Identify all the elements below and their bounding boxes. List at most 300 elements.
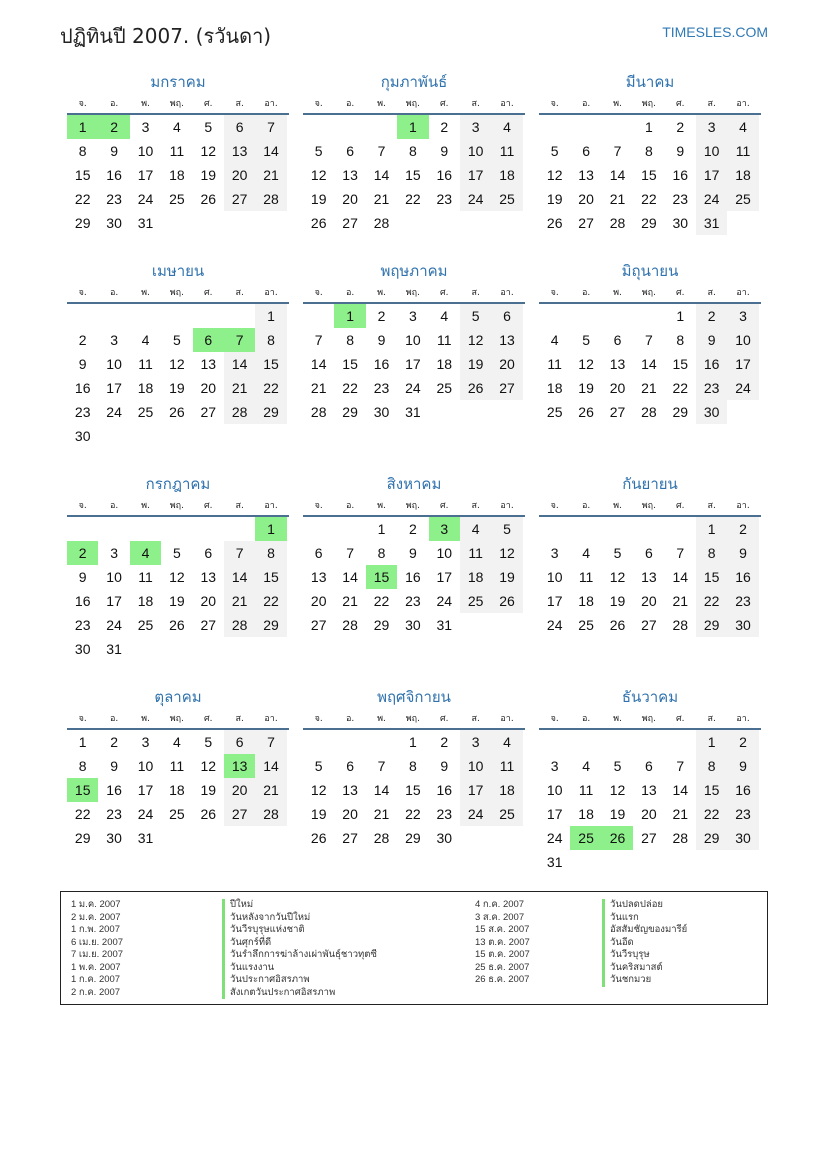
empty-day — [727, 850, 758, 874]
day-cell: 5 — [582, 332, 590, 348]
day-cell: 19 — [169, 593, 185, 609]
day-cell: 13 — [578, 167, 594, 183]
week-row — [67, 778, 289, 802]
day-cell: 27 — [578, 215, 594, 231]
day-cell: 11 — [169, 143, 185, 159]
weekday-label: จ. — [314, 288, 323, 298]
empty-day — [460, 826, 491, 850]
day-cell: 23 — [106, 191, 122, 207]
week-row — [67, 802, 289, 826]
day-cell: 9 — [78, 569, 87, 585]
day-cell: 14 — [373, 782, 390, 798]
day-cell: 22 — [255, 376, 286, 400]
day-cell: 1 — [78, 734, 87, 750]
day-cell: 28 — [224, 400, 255, 424]
day-cell: 9 — [377, 332, 386, 348]
empty-day — [98, 517, 129, 541]
day-cell: 2 — [676, 119, 685, 135]
day-cell: 25 — [546, 404, 563, 420]
day-cell: 31 — [405, 404, 421, 420]
day-cell: 14 — [672, 782, 689, 798]
holiday-date: 7 เม.ย. 2007 — [71, 949, 124, 960]
weekday-label: พฤ. — [405, 99, 420, 109]
day-cell: 18 — [137, 593, 154, 609]
day-cell: 7 — [676, 758, 685, 774]
day-cell: 26 — [169, 617, 185, 633]
weekday-header — [303, 94, 525, 115]
weekday-label: ส. — [707, 288, 716, 298]
day-cell: 20 — [578, 191, 594, 207]
month-calendar — [303, 259, 525, 424]
weekday-label: อา. — [736, 714, 750, 724]
month-title: กันยายน — [622, 475, 678, 493]
weekday-label: อ. — [109, 99, 119, 109]
week-row — [67, 187, 289, 211]
day-cell: 6 — [346, 758, 354, 774]
day-cell: 21 — [224, 376, 255, 400]
day-cell: 23 — [672, 191, 689, 207]
week-row — [303, 352, 525, 376]
day-cell: 28 — [255, 187, 286, 211]
day-cell: 16 — [672, 167, 689, 183]
empty-day — [460, 211, 491, 235]
week-row — [67, 517, 289, 541]
site-link[interactable]: TIMESLES.COM — [662, 24, 768, 40]
empty-day — [334, 730, 365, 754]
day-cell: 11 — [491, 754, 522, 778]
day-cell: 8 — [255, 541, 286, 565]
week-row — [303, 139, 525, 163]
day-cell: 20 — [200, 380, 217, 396]
day-cell: 1 — [696, 517, 727, 541]
weekday-label: ส. — [235, 99, 244, 109]
day-cell: 10 — [137, 758, 154, 774]
holiday-date: 15 ส.ค. 2007 — [475, 924, 530, 935]
weekday-label: พ. — [141, 501, 150, 511]
month-title: ตุลาคม — [154, 688, 202, 706]
day-cell: 23 — [727, 802, 758, 826]
day-cell: 13 — [224, 754, 255, 778]
day-cell: 21 — [255, 163, 286, 187]
day-cell: 17 — [546, 593, 563, 609]
weekday-header — [539, 94, 761, 115]
holiday-name: วันวีรบุรุษแห่งชาติ — [222, 924, 377, 937]
day-cell: 30 — [405, 617, 421, 633]
weekday-label: พฤ. — [169, 714, 184, 724]
day-cell: 9 — [408, 545, 417, 561]
empty-day — [161, 304, 192, 328]
holiday-date: 6 เม.ย. 2007 — [71, 936, 124, 948]
day-cell: 7 — [224, 328, 255, 352]
day-cell: 15 — [405, 782, 421, 798]
week-row — [539, 328, 761, 352]
day-cell: 2 — [727, 517, 758, 541]
day-cell: 29 — [74, 215, 91, 231]
day-cell: 8 — [676, 332, 685, 348]
week-row — [303, 826, 525, 850]
day-cell: 1 — [67, 115, 98, 139]
day-cell: 17 — [436, 569, 453, 585]
day-cell: 11 — [491, 139, 522, 163]
week-row — [539, 163, 761, 187]
empty-day — [633, 517, 664, 541]
weekday-label: อ. — [581, 99, 591, 109]
day-cell: 1 — [408, 734, 417, 750]
weekday-label: อ. — [109, 501, 119, 511]
weekday-label: พฤ. — [641, 99, 656, 109]
day-cell: 15 — [74, 167, 91, 183]
day-cell: 18 — [137, 380, 154, 396]
empty-day — [602, 115, 633, 139]
empty-day — [429, 211, 460, 235]
day-cell: 25 — [570, 826, 601, 850]
week-row — [303, 730, 525, 754]
day-cell: 18 — [727, 163, 758, 187]
empty-day — [727, 211, 758, 235]
day-cell: 17 — [546, 806, 563, 822]
empty-day — [303, 304, 334, 328]
day-cell: 31 — [546, 854, 563, 870]
day-cell: 23 — [74, 404, 91, 420]
day-cell: 18 — [546, 380, 563, 396]
empty-day — [193, 637, 224, 661]
empty-day — [665, 850, 696, 874]
day-cell: 14 — [224, 352, 255, 376]
day-cell: 16 — [436, 782, 453, 798]
day-cell: 20 — [609, 380, 626, 396]
holiday-names-col-1 — [222, 899, 377, 999]
day-cell: 30 — [106, 215, 122, 231]
week-row — [303, 613, 525, 637]
day-cell: 27 — [491, 376, 522, 400]
day-cell: 15 — [672, 356, 689, 372]
holiday-names-col-2 — [602, 899, 687, 987]
day-cell: 24 — [460, 802, 491, 826]
day-cell: 27 — [224, 802, 255, 826]
day-cell: 6 — [613, 332, 622, 348]
day-cell: 4 — [141, 332, 150, 348]
empty-day — [161, 826, 192, 850]
holiday-date: 1 ม.ค. 2007 — [71, 899, 121, 910]
day-cell: 22 — [641, 191, 657, 207]
day-cell: 21 — [342, 593, 358, 609]
day-cell: 18 — [436, 356, 453, 372]
empty-day — [67, 517, 98, 541]
day-cell: 16 — [74, 593, 91, 609]
holiday-name: วันแรงงาน — [222, 962, 377, 975]
week-row — [303, 211, 525, 235]
weekday-label: พฤ. — [405, 288, 420, 298]
day-cell: 19 — [310, 191, 327, 207]
empty-day — [255, 211, 286, 235]
day-cell: 24 — [137, 806, 154, 822]
day-cell: 14 — [310, 356, 327, 372]
day-cell: 29 — [672, 404, 689, 420]
empty-day — [665, 517, 696, 541]
month-title: กรกฎาคม — [145, 475, 211, 493]
day-cell: 13 — [641, 569, 657, 585]
week-row — [303, 517, 525, 541]
day-cell: 9 — [727, 754, 758, 778]
week-row — [67, 589, 289, 613]
weekday-label: อา. — [500, 99, 514, 109]
weekday-label: อ. — [345, 714, 355, 724]
empty-day — [130, 424, 161, 448]
day-cell: 30 — [106, 830, 122, 846]
weekday-label: พฤ. — [641, 714, 656, 724]
day-cell: 8 — [346, 332, 354, 348]
day-cell: 15 — [696, 565, 727, 589]
day-cell: 2 — [377, 308, 386, 324]
day-cell: 18 — [169, 167, 185, 183]
holiday-date: 1 พ.ค. 2007 — [71, 961, 121, 973]
day-cell: 9 — [78, 356, 87, 372]
week-row — [67, 376, 289, 400]
weekday-label: ส. — [471, 99, 480, 109]
day-cell: 20 — [224, 778, 255, 802]
holiday-name: วันรำลึกการฆ่าล้างเผ่าพันธุ์ชาวทุตซี — [222, 949, 377, 962]
weekday-label: ส. — [471, 288, 480, 298]
day-cell: 22 — [373, 593, 390, 609]
day-cell: 23 — [74, 617, 91, 633]
weekday-label: อ. — [581, 288, 591, 298]
day-cell: 1 — [255, 517, 286, 541]
day-cell: 3 — [141, 734, 150, 750]
day-cell: 25 — [169, 806, 185, 822]
weekday-header — [67, 496, 289, 517]
day-cell: 10 — [106, 569, 122, 585]
day-cell: 21 — [609, 191, 626, 207]
week-row — [303, 541, 525, 565]
day-cell: 12 — [200, 758, 217, 774]
day-cell: 4 — [550, 332, 559, 348]
weekday-label: อ. — [581, 714, 591, 724]
week-row — [67, 211, 289, 235]
empty-day — [224, 637, 255, 661]
day-cell: 25 — [169, 191, 185, 207]
day-cell: 5 — [172, 545, 181, 561]
empty-day — [224, 826, 255, 850]
day-cell: 30 — [74, 641, 91, 657]
day-cell: 13 — [609, 356, 626, 372]
day-cell: 27 — [224, 187, 255, 211]
empty-day — [255, 637, 286, 661]
day-cell: 14 — [224, 565, 255, 589]
weekday-label: จ. — [550, 288, 559, 298]
day-cell: 4 — [172, 119, 181, 135]
weekday-label: อา. — [500, 714, 514, 724]
weekday-label: พฤ. — [641, 501, 656, 511]
month-calendar — [539, 259, 761, 424]
day-cell: 10 — [727, 328, 758, 352]
month-calendar — [67, 259, 289, 448]
day-cell: 3 — [110, 545, 118, 561]
day-cell: 10 — [106, 356, 122, 372]
day-cell: 10 — [546, 782, 563, 798]
weekday-label: ส. — [235, 501, 244, 511]
day-cell: 22 — [342, 380, 358, 396]
day-cell: 8 — [408, 758, 417, 774]
week-row — [67, 352, 289, 376]
day-cell: 8 — [644, 143, 653, 159]
day-cell: 15 — [67, 778, 98, 802]
weekday-label: จ. — [78, 714, 87, 724]
weekday-header — [303, 283, 525, 304]
weekday-label: อา. — [264, 501, 278, 511]
page-title: ปฏิทินปี 2007. (รวันดา) — [60, 24, 272, 48]
day-cell: 10 — [696, 139, 727, 163]
day-cell: 22 — [74, 806, 91, 822]
day-cell: 6 — [204, 545, 213, 561]
day-cell: 26 — [602, 826, 633, 850]
day-cell: 25 — [137, 617, 154, 633]
empty-day — [366, 115, 397, 139]
day-cell: 29 — [696, 613, 727, 637]
weekday-label: อ. — [345, 288, 355, 298]
weekday-header — [303, 709, 525, 730]
day-cell: 5 — [613, 758, 622, 774]
day-cell: 13 — [200, 569, 217, 585]
day-cell: 25 — [491, 187, 522, 211]
day-cell: 6 — [644, 758, 653, 774]
day-cell: 21 — [310, 380, 327, 396]
day-cell: 3 — [727, 304, 758, 328]
week-row — [67, 115, 289, 139]
day-cell: 9 — [440, 758, 449, 774]
day-cell: 11 — [727, 139, 758, 163]
day-cell: 3 — [141, 119, 150, 135]
day-cell: 4 — [130, 541, 161, 565]
empty-day — [602, 730, 633, 754]
week-row — [539, 304, 761, 328]
day-cell: 28 — [672, 617, 689, 633]
day-cell: 15 — [405, 167, 421, 183]
month-calendar — [539, 70, 761, 235]
day-cell: 5 — [204, 734, 213, 750]
day-cell: 7 — [255, 730, 286, 754]
day-cell: 10 — [546, 569, 563, 585]
day-cell: 11 — [169, 758, 185, 774]
day-cell: 16 — [106, 167, 122, 183]
empty-day — [491, 400, 522, 424]
day-cell: 11 — [138, 569, 153, 585]
weekday-label: ส. — [471, 714, 480, 724]
empty-day — [570, 517, 601, 541]
month-calendar — [303, 70, 525, 235]
week-row — [539, 754, 761, 778]
empty-day — [539, 304, 570, 328]
weekday-label: พฤ. — [405, 501, 420, 511]
day-cell: 29 — [342, 404, 358, 420]
day-cell: 13 — [491, 328, 522, 352]
month-title: มีนาคม — [625, 73, 675, 91]
day-cell: 22 — [672, 380, 689, 396]
weekday-label: ศ. — [439, 501, 449, 511]
day-cell: 2 — [78, 332, 87, 348]
empty-day — [491, 211, 522, 235]
day-cell: 18 — [491, 778, 522, 802]
day-cell: 24 — [106, 404, 122, 420]
day-cell: 31 — [436, 617, 453, 633]
weekday-label: อา. — [264, 288, 278, 298]
day-cell: 10 — [460, 754, 491, 778]
day-cell: 4 — [491, 115, 522, 139]
holiday-date: 13 ต.ค. 2007 — [475, 936, 530, 948]
week-row — [539, 850, 761, 874]
day-cell: 29 — [255, 400, 286, 424]
empty-day — [224, 211, 255, 235]
weekday-label: พฤ. — [405, 714, 420, 724]
day-cell: 7 — [377, 143, 386, 159]
week-row — [539, 613, 761, 637]
day-cell: 10 — [436, 545, 453, 561]
day-cell: 22 — [696, 802, 727, 826]
day-cell: 17 — [137, 782, 154, 798]
weekday-label: อ. — [345, 501, 355, 511]
day-cell: 12 — [578, 356, 594, 372]
empty-day — [334, 517, 365, 541]
day-cell: 28 — [373, 215, 390, 231]
weekday-label: อา. — [736, 99, 750, 109]
day-cell: 23 — [727, 589, 758, 613]
day-cell: 14 — [609, 167, 626, 183]
weekday-label: พ. — [613, 288, 622, 298]
empty-day — [727, 400, 758, 424]
day-cell: 23 — [696, 376, 727, 400]
day-cell: 19 — [578, 380, 594, 396]
holiday-date: 25 ธ.ค. 2007 — [475, 961, 530, 973]
week-row — [303, 565, 525, 589]
day-cell: 14 — [672, 569, 689, 585]
day-cell: 2 — [408, 521, 417, 537]
weekday-header — [539, 496, 761, 517]
day-cell: 29 — [74, 830, 91, 846]
month-title: พฤศจิกายน — [377, 688, 451, 706]
day-cell: 3 — [460, 115, 491, 139]
week-row — [67, 304, 289, 328]
day-cell: 18 — [578, 593, 594, 609]
day-cell: 10 — [137, 143, 154, 159]
weekday-label: จ. — [78, 288, 87, 298]
holiday-dates-col-1 — [71, 899, 123, 999]
day-cell: 26 — [310, 215, 327, 231]
day-cell: 8 — [377, 545, 386, 561]
day-cell: 1 — [696, 730, 727, 754]
weekday-label: ศ. — [439, 99, 449, 109]
day-cell: 19 — [200, 782, 217, 798]
day-cell: 3 — [408, 308, 417, 324]
week-row — [539, 211, 761, 235]
day-cell: 17 — [137, 167, 154, 183]
empty-day — [491, 613, 522, 637]
month-calendar — [539, 685, 761, 874]
day-cell: 20 — [310, 593, 327, 609]
day-cell: 28 — [609, 215, 626, 231]
day-cell: 9 — [440, 143, 449, 159]
empty-day — [303, 115, 334, 139]
day-cell: 14 — [641, 356, 657, 372]
day-cell: 7 — [676, 545, 685, 561]
day-cell: 27 — [200, 617, 217, 633]
day-cell: 5 — [204, 119, 213, 135]
empty-day — [460, 400, 491, 424]
day-cell: 26 — [609, 617, 626, 633]
day-cell: 14 — [255, 139, 286, 163]
empty-day — [696, 850, 727, 874]
day-cell: 23 — [436, 191, 453, 207]
day-cell: 8 — [78, 143, 87, 159]
day-cell: 1 — [255, 304, 286, 328]
